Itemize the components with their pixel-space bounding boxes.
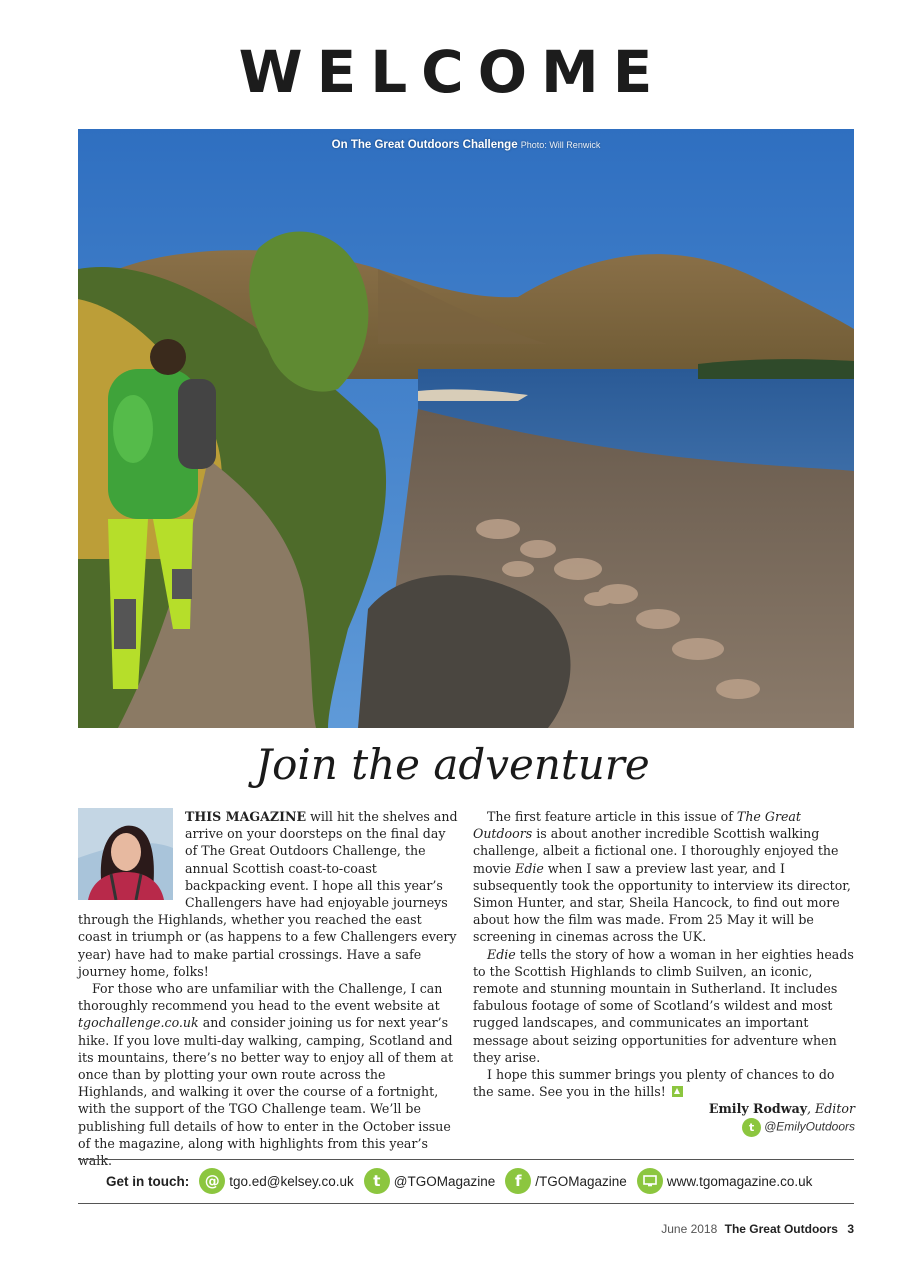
editor-twitter[interactable] xyxy=(473,1118,855,1137)
contact-facebook-text[interactable]: /TGOMagazine xyxy=(535,1173,627,1189)
left-para-2-a: For those who are unfamiliar with the Challenge, I can thoroughly recommend you head to the event website at xyxy=(78,981,443,1014)
photo-caption-title: On The Great Outdoors Challenge xyxy=(331,139,518,151)
editor-twitter-handle[interactable]: @EmilyOutdoors xyxy=(764,1119,855,1134)
masthead-title: WELCOME xyxy=(238,38,667,106)
contact-twitter[interactable] xyxy=(364,1168,496,1194)
article-left-column xyxy=(78,808,458,1169)
contact-email-text[interactable]: tgo.ed@kelsey.co.uk xyxy=(229,1173,354,1189)
contact-website[interactable] xyxy=(637,1168,813,1194)
magazine-name: The Great Outdoors xyxy=(473,809,801,842)
photo-caption xyxy=(78,139,854,151)
editor-role: , Editor xyxy=(807,1101,855,1117)
challenge-website-link[interactable]: tgochallenge.co.uk xyxy=(78,1015,199,1031)
right-para-1-c: when I saw a preview last year, and I subsequently took the opportunity to interview its director, Simon Hunter, and star, Sheila Hancock, to find out more about how the film was made. From 25 May it will be screening in cinemas across the UK. xyxy=(473,860,851,945)
contact-label: Get in touch: xyxy=(106,1173,190,1189)
magazine-brand: The Great Outdoors xyxy=(724,1222,838,1236)
contact-twitter-text[interactable]: @TGOMagazine xyxy=(393,1173,496,1189)
right-para-3: I hope this summer brings you plenty of chances to do the same. See you in the hills! xyxy=(473,1067,835,1100)
landscape-illustration xyxy=(78,129,854,728)
film-title-2: Edie xyxy=(487,946,516,962)
contact-facebook[interactable] xyxy=(505,1168,627,1194)
film-title: Edie xyxy=(515,860,544,876)
left-para-2-b: and consider joining us for next year’s hike. If you love multi-day walking, camping, Scotland and its mountains, there’s no better way to enjoy all of them at once than by plotting your own route across the Highlands, and walking it over the course of a fortnight, with the support of the TGO Challenge team. We’ll be publishing full details of how to enter in the October issue of the magazine, along with highlights from this year’s walk. xyxy=(78,1015,454,1169)
lead-in: THIS MAGAZINE xyxy=(185,809,307,824)
twitter-bird-icon: t xyxy=(364,1168,390,1194)
page-number: 3 xyxy=(847,1222,854,1236)
article-headline: Join the adventure xyxy=(255,740,650,789)
end-mark-icon xyxy=(672,1086,683,1097)
article-right-column xyxy=(473,808,855,1137)
editor-name: Emily Rodway xyxy=(708,1101,808,1117)
right-para-1-a: The first feature article in this issue of xyxy=(487,809,737,824)
right-para-1-b: is about another incredible Scottish walking challenge, albeit a fictional one. I thoroughly enjoyed the movie xyxy=(473,826,839,876)
contact-bar xyxy=(78,1166,854,1196)
editor-portrait xyxy=(78,808,173,900)
issue-date: June 2018 xyxy=(661,1222,718,1236)
right-para-2: tells the story of how a woman in her eighties heads to the Scottish Highlands to climb Suilven, an iconic, remote and stunning mountain in Sutherland. It includes fabulous footage of some of Scotland’s wildest and most rugged landscapes, and communicates an important message about seizing opportunities for adventure when they arise. xyxy=(473,946,854,1065)
page-footer xyxy=(661,1222,854,1236)
facebook-icon: f xyxy=(505,1168,531,1194)
at-icon: @ xyxy=(199,1168,225,1194)
photo-credit: Photo: Will Renwick xyxy=(520,140,601,150)
left-para-1: will hit the shelves and arrive on your doorsteps on the final day of The Great Outdoors Challenge, the annual Scottish coast-to-coast backpacking event. I hope all this year’s Challengers have had enjoyable journeys through the Highlands, whether you reached the east coast in triumph or (as happens to a few Challengers every year) have had to make partial crossings. Have a safe journey home, folks! xyxy=(78,809,458,979)
contact-email[interactable] xyxy=(199,1168,354,1194)
editor-signoff xyxy=(473,1100,855,1117)
hero-photo xyxy=(78,129,854,728)
contact-top-rule xyxy=(78,1159,854,1160)
contact-bottom-rule xyxy=(78,1203,854,1204)
contact-website-text[interactable]: www.tgomagazine.co.uk xyxy=(666,1173,813,1189)
monitor-icon xyxy=(637,1168,663,1194)
twitter-bird-icon: t xyxy=(742,1118,761,1137)
